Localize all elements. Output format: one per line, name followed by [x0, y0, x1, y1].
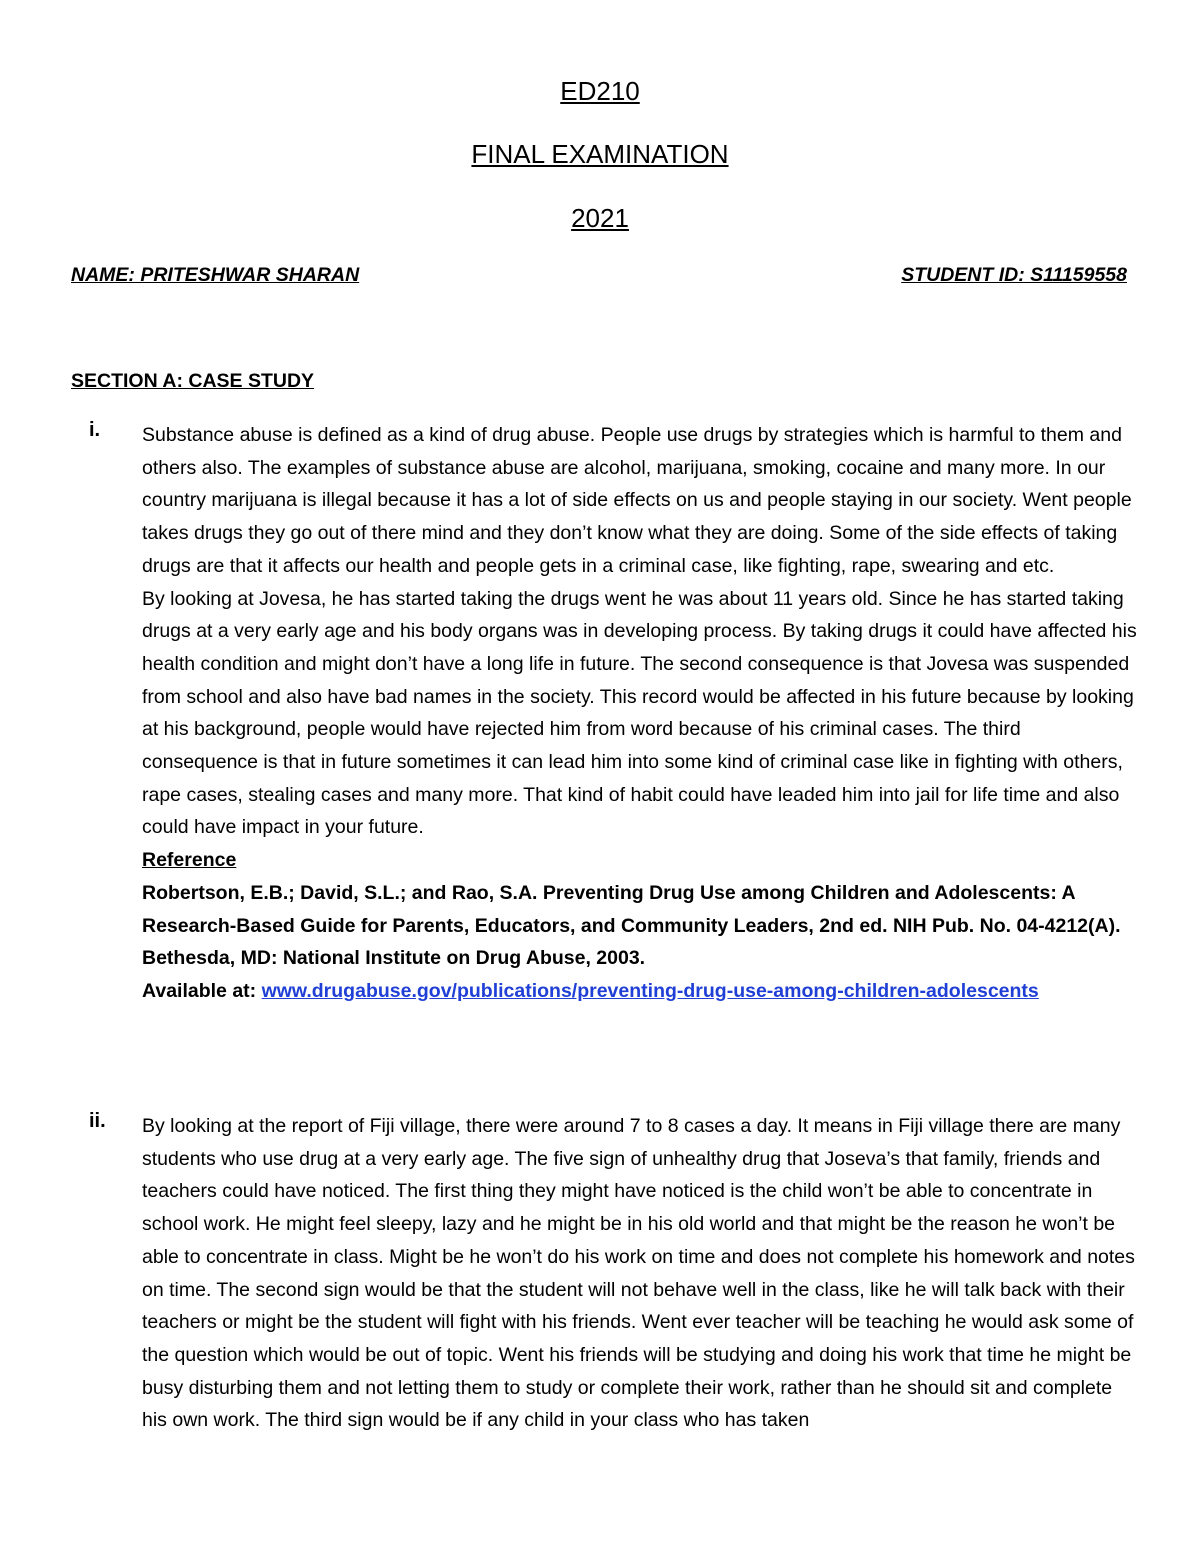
available-at-label: Available at: — [142, 979, 257, 1002]
section-title: SECTION A: CASE STUDY — [71, 370, 315, 392]
answer-paragraph: By looking at Jovesa, he has started taking the drugs went he was about 11 years old. Since he has started taking drugs at a very early age and his body organs was in developing process. By taking drugs it could have affected his health condition and might don’t have a long life in future. The second consequence is that Jovesa was suspended from school and also have bad names in the society. This record would be affected in his future because by looking at his background, people would have rejected him from word because of his criminal cases. The third consequence is that in future sometimes it can lead him into some kind of criminal case like in fighting with others, rape cases, stealing cases and many more. That kind of habit could have leaded him into jail for life time and also could have impact in your future. — [142, 587, 1137, 839]
reference-link[interactable]: www.drugabuse.gov/publications/preventing-drug-use-among-children-adolescents — [261, 979, 1039, 1002]
student-name: NAME: PRITESHWAR SHARAN — [71, 264, 360, 286]
answer-body — [142, 1110, 1142, 1437]
exam-year: 2021 — [571, 203, 629, 233]
reference-heading: Reference — [142, 849, 237, 872]
answer-paragraph: Substance abuse is defined as a kind of drug abuse. People use drugs by strategies which is harmful to them and others also. The examples of substance abuse are alcohol, marijuana, smoking, cocaine and many more. In our country marijuana is illegal because it has a lot of side effects on us and people staying in our society. Went people takes drugs they go out of there mind and they don’t know what they are doing. Some of the side effects of taking drugs are that it affects our health and people gets in a criminal case, like fighting, rape, swearing and etc. — [142, 424, 1132, 577]
answer-paragraph: By looking at the report of Fiji village, there were around 7 to 8 cases a day. It means in Fiji village there are many students who use drug at a very early age. The five sign of unhealthy drug that Joseva’s that family, friends and teachers could have noticed. The first thing they might have noticed is the child won’t be able to concentrate in school work. He might feel sleepy, lazy and he might be in his old world and that might be the reason he won’t be able to concentrate in class. Might be he won’t do his work on time and does not complete his homework and notes on time. The second sign would be that the student will not behave well in the class, like he will talk back with their teachers or might be the student will fight with his friends. Went ever teacher will be teaching he would ask some of the question which would be out of topic. Went his friends will be studying and doing his work that time he might be busy disturbing them and not letting them to study or complete their work, rather than he should sit and complete his own work. The third sign would be if any child in your class who has taken — [142, 1115, 1135, 1432]
list-marker: ii. — [89, 1110, 106, 1132]
course-code: ED210 — [560, 76, 640, 106]
exam-title: FINAL EXAMINATION — [471, 139, 729, 169]
list-marker: i. — [89, 419, 101, 441]
student-id: STUDENT ID: S11159558 — [901, 264, 1127, 286]
answer-body — [142, 419, 1142, 1008]
reference-citation: Robertson, E.B.; David, S.L.; and Rao, S.A. Preventing Drug Use among Children and Adolescents: A Research-Based Guide for Parents, Educators, and Community Leaders, 2nd ed. NIH Pub. No. 04-4212(A). Bethesda, MD: National Institute on Drug Abuse, 2003. — [142, 881, 1121, 970]
